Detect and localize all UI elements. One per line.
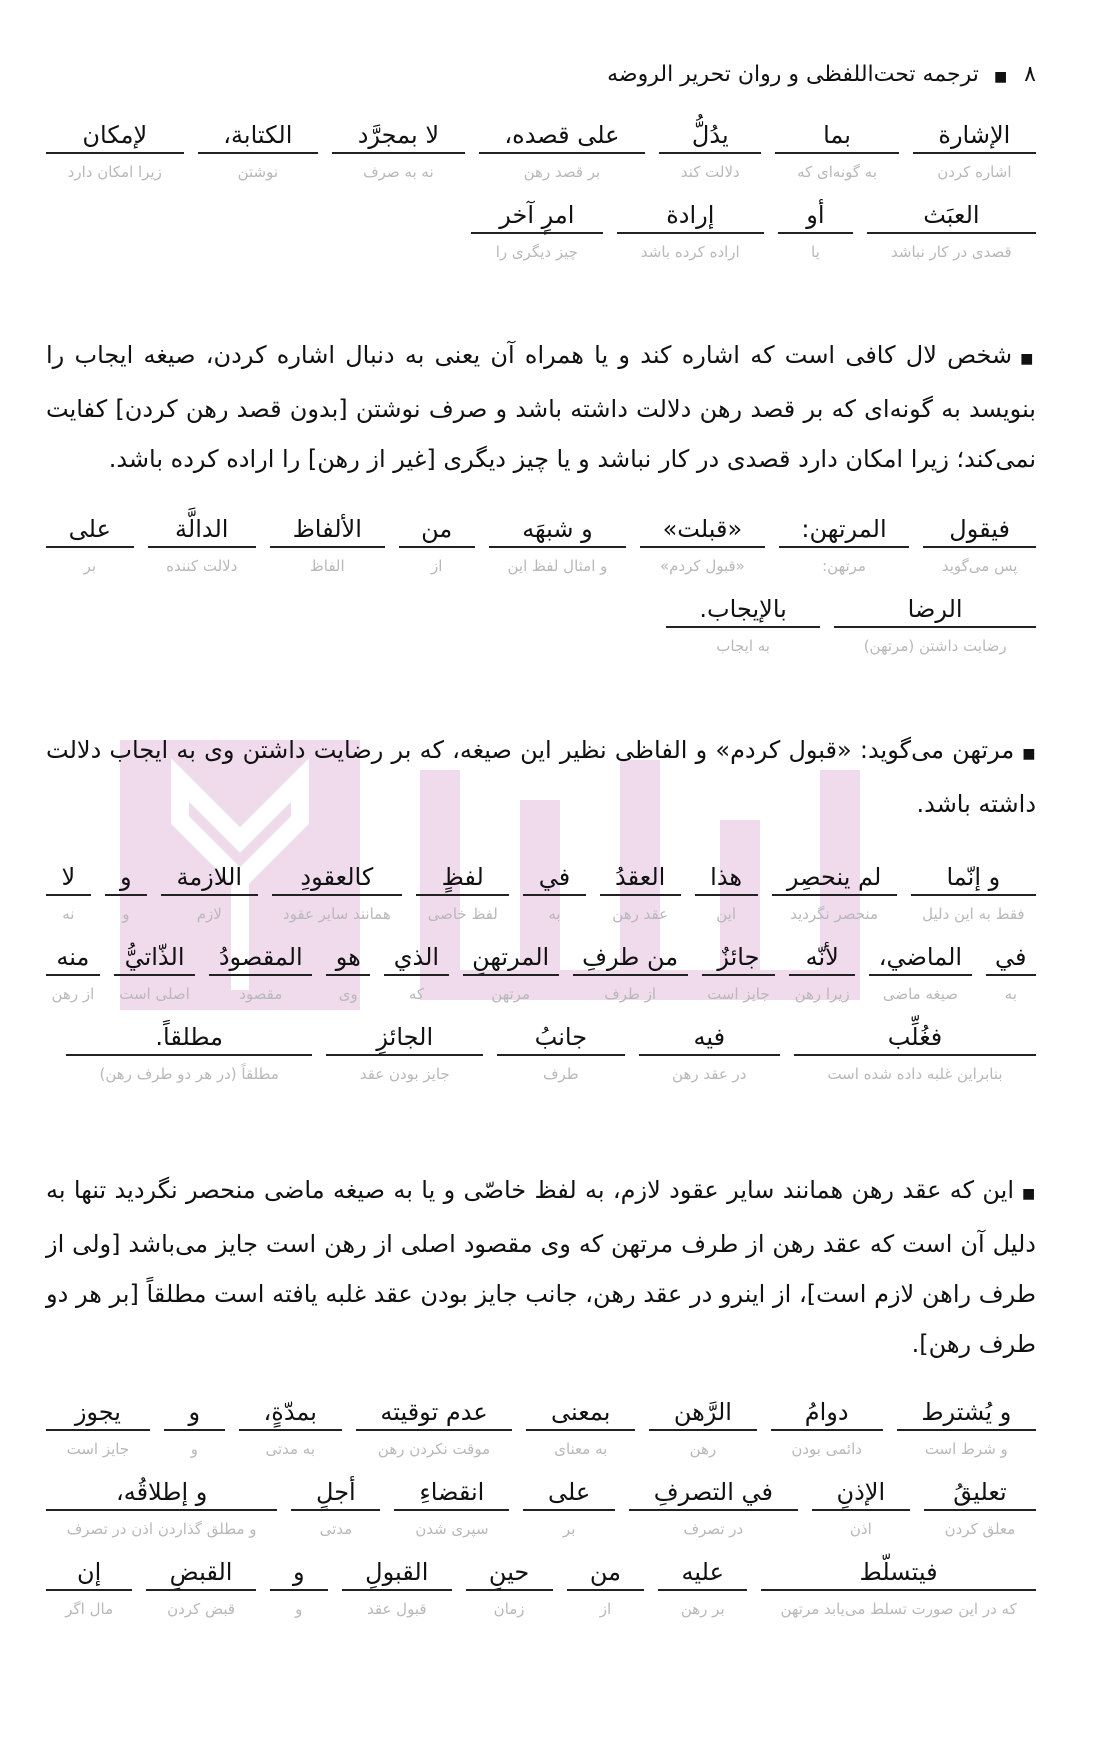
word-cell [384, 940, 448, 1012]
persian-gloss: لفظ خاصی [427, 905, 498, 923]
arabic-word: يجوز [74, 1398, 121, 1426]
arabic-word: فيتسلّط [859, 1558, 938, 1586]
arabic-word: اللازمة [176, 863, 243, 891]
paragraph-text: مرتهن می‌گوید: «قبول کردم» و الفاظی نظیر این صیغه، که بر رضایت داشتن وی به ایجاب دلالت داشته باشد. [46, 736, 1036, 818]
persian-gloss: و امثال لفظ این [507, 557, 608, 575]
page-header [607, 62, 1036, 87]
persian-gloss: به [1004, 985, 1017, 1003]
persian-gloss: دلالت کند [680, 163, 740, 181]
arabic-word: على [548, 1478, 591, 1506]
word-cell [778, 198, 853, 270]
word-cell [239, 1395, 342, 1467]
word-cell [164, 1395, 225, 1467]
arabic-word: المرتهن: [801, 515, 887, 543]
word-cell [834, 592, 1036, 664]
persian-gloss: قبض کردن [167, 1600, 236, 1618]
interlinear-row [46, 1555, 1036, 1627]
arabic-word: الدالَّة [175, 515, 229, 543]
persian-gloss: پس می‌گوید [941, 557, 1018, 575]
word-cell [105, 860, 147, 932]
word-cell [986, 940, 1036, 1012]
arabic-word: مطلقاً. [155, 1023, 223, 1051]
translation-paragraph-1 [46, 330, 1036, 484]
persian-gloss: و شرط است [924, 1440, 1008, 1458]
persian-gloss: دائمی بودن [791, 1440, 862, 1458]
arabic-word: من طرفِ [582, 943, 679, 971]
word-cell [640, 512, 765, 584]
word-cell [695, 860, 758, 932]
word-cell [161, 860, 257, 932]
persian-gloss: جایز بودن عقد [359, 1065, 450, 1083]
word-cell [629, 1475, 798, 1547]
word-cell [779, 512, 909, 584]
persian-gloss: مطلقاً (در هر دو طرف رهن) [99, 1065, 279, 1083]
word-cell [772, 860, 897, 932]
persian-gloss: از [431, 557, 443, 575]
persian-gloss: موقت نکردن رهن [377, 1440, 491, 1458]
paragraph-text: شخص لال کافی است که اشاره کند و یا همراه آن یعنی به دنبال اشاره کردن، صیغه ایجاب را بنویسد به گونه‌ای که بر قصد رهن دلالت داشته باشد و صرف نوشتن [بدون قصد رهن کردن] کفایت نمی‌کند؛ زیرا امکان دارد قصدی در کار نباشد و یا چیز دیگری [غیر از رهن] را اراده کرده باشد. [46, 341, 1036, 473]
persian-gloss: قبول عقد [367, 1600, 427, 1618]
persian-gloss: یا [811, 243, 820, 261]
arabic-word: لإمكان [82, 121, 148, 149]
persian-gloss: جایز است [66, 1440, 130, 1458]
arabic-word: الإشارة [938, 121, 1011, 149]
persian-gloss: اشاره کردن [937, 163, 1012, 181]
arabic-word: في [538, 863, 571, 891]
word-cell [46, 860, 91, 932]
persian-gloss: و [122, 905, 130, 923]
persian-gloss: نه [62, 905, 75, 923]
persian-gloss: منحصر نگردید [790, 905, 878, 923]
word-cell [911, 860, 1036, 932]
word-cell [342, 1555, 452, 1627]
interlinear-block-4 [46, 1395, 1036, 1635]
word-cell [659, 118, 761, 190]
word-cell [46, 1475, 277, 1547]
persian-gloss: بر قصد رهن [523, 163, 601, 181]
persian-gloss: در تصرف [683, 1520, 744, 1538]
bullet-icon: ■ [993, 69, 1008, 85]
persian-gloss: از طرف [604, 985, 657, 1003]
arabic-word: الكتابة، [223, 121, 293, 149]
word-cell [466, 1555, 553, 1627]
arabic-word: عليه [681, 1558, 724, 1586]
arabic-word: لا [61, 863, 76, 891]
persian-gloss: از [599, 1600, 612, 1618]
bullet-icon: ■ [1022, 1186, 1036, 1202]
arabic-word: المقصودُ [218, 943, 303, 971]
arabic-word: جانبُ [534, 1023, 588, 1051]
word-cell [523, 1475, 615, 1547]
interlinear-row [46, 860, 1036, 932]
interlinear-row [46, 1475, 1036, 1547]
persian-gloss: دلالت کننده [166, 557, 238, 575]
word-cell [270, 512, 385, 584]
arabic-word: و إنّما [946, 863, 1001, 891]
arabic-word: و [293, 1558, 305, 1586]
arabic-word: بمدّةٍ، [263, 1398, 317, 1426]
translation-paragraph-2 [46, 725, 1036, 829]
word-cell [789, 940, 855, 1012]
persian-gloss: زیرا امکان دارد [67, 163, 162, 181]
word-cell [649, 1395, 757, 1467]
interlinear-row [471, 198, 1036, 270]
arabic-word: من [589, 1558, 621, 1586]
word-cell [869, 940, 971, 1012]
arabic-word: كالعقودِ [300, 863, 374, 891]
arabic-word: منه [56, 943, 90, 971]
arabic-word: أو [806, 201, 825, 229]
interlinear-row [46, 118, 1036, 190]
word-cell [567, 1555, 645, 1627]
arabic-word: فغُلِّب [887, 1023, 943, 1051]
arabic-word: الجائزِ [376, 1023, 434, 1051]
word-cell [761, 1555, 1036, 1627]
persian-gloss: رضایت داشتن (مرتهن) [863, 637, 1007, 655]
arabic-word: دوامُ [804, 1398, 849, 1426]
word-cell [46, 1395, 150, 1467]
persian-gloss: نه به صرف [363, 163, 434, 181]
arabic-word: الإذنِ [836, 1478, 886, 1506]
word-cell [913, 118, 1036, 190]
persian-gloss: اصلی است [119, 985, 190, 1003]
persian-gloss: مقصود [239, 985, 283, 1003]
arabic-word: و يُشترط [921, 1398, 1012, 1426]
arabic-word: الألفاظ [292, 515, 362, 543]
word-cell [463, 940, 559, 1012]
arabic-word: انقضاءِ [419, 1478, 485, 1506]
word-cell [399, 512, 475, 584]
persian-gloss: بر رهن [680, 1600, 725, 1618]
word-cell [897, 1395, 1036, 1467]
persian-gloss: به معنای [554, 1440, 608, 1458]
arabic-word: القبولِ [365, 1558, 429, 1586]
word-cell [775, 118, 898, 190]
persian-gloss: در عقد رهن [672, 1065, 747, 1083]
arabic-word: و إطلاقُه، [115, 1478, 208, 1506]
word-cell [46, 1555, 132, 1627]
word-cell [771, 1395, 883, 1467]
arabic-word: في [995, 943, 1027, 971]
word-cell [146, 1555, 255, 1627]
persian-gloss: همانند سایر عقود [282, 905, 391, 923]
interlinear-row [666, 592, 1036, 664]
word-cell [639, 1020, 780, 1092]
word-cell [702, 940, 776, 1012]
persian-gloss: بر [562, 1520, 576, 1538]
arabic-word: من [421, 515, 453, 543]
word-cell [658, 1555, 747, 1627]
arabic-word: إن [77, 1558, 102, 1586]
persian-gloss: این [716, 905, 736, 923]
persian-gloss: بر [83, 557, 97, 575]
persian-gloss: مرتهن [491, 985, 531, 1003]
arabic-word: أجلٍ [316, 1478, 356, 1506]
word-cell [148, 512, 256, 584]
arabic-word: يدُلُّ [691, 121, 729, 149]
arabic-word: و [120, 863, 132, 891]
word-cell [46, 118, 184, 190]
persian-gloss: معلق کردن [944, 1520, 1016, 1538]
arabic-word: «قبلت» [662, 515, 743, 543]
word-cell [526, 1395, 635, 1467]
persian-gloss: لازم [196, 905, 222, 923]
persian-gloss: قصدی در کار نباشد [891, 243, 1012, 261]
arabic-word: امرٍ آخر [499, 201, 575, 229]
word-cell [46, 940, 100, 1012]
persian-gloss: به مدتی [265, 1440, 316, 1458]
arabic-word: العبَث [923, 201, 980, 229]
persian-gloss: مرتهن: [822, 557, 866, 575]
word-cell [272, 860, 403, 932]
persian-gloss: به گونه‌ای که [797, 163, 878, 181]
persian-gloss: که در این صورت تسلط می‌یابد مرتهن [780, 1600, 1017, 1618]
arabic-word: حينِ [488, 1558, 530, 1586]
interlinear-row [66, 1020, 1036, 1092]
persian-gloss: مدتی [319, 1520, 353, 1538]
word-cell [209, 940, 312, 1012]
persian-gloss: نوشتن [237, 163, 279, 181]
word-cell [666, 592, 820, 664]
interlinear-block-1 [46, 118, 1036, 278]
arabic-word: لم ينحصِر [786, 863, 882, 891]
word-cell [356, 1395, 513, 1467]
running-title: ترجمه تحت‌اللفظی و روان تحریر الروضه [607, 62, 979, 87]
persian-gloss: که [408, 985, 424, 1003]
page-number: ۸ [1024, 62, 1036, 87]
arabic-word: لا بمجرَّد [357, 121, 440, 149]
word-cell [479, 118, 645, 190]
arabic-word: هذا [710, 863, 743, 891]
arabic-word: الذّاتيُّ [124, 943, 185, 971]
arabic-word: هو [335, 943, 361, 971]
arabic-word: بالإيجاب. [699, 595, 787, 623]
word-cell [523, 860, 585, 932]
paragraph-text: این که عقد رهن همانند سایر عقود لازم، به لفظ خاصّی و یا به صیغه ماضی منحصر نگردید تنها به دلیل آن است که عقد رهن از طرف مرتهن که وی مقصود اصلی از رهن است جایز می‌باشد [ولی از طرف راهن لازم است]، از اینرو در عقد رهن، جانب جایز بودن عقد غلبه یافته است مطلقاً [بر هر دو طرف رهن]. [46, 1176, 1036, 1358]
word-cell [600, 860, 681, 932]
arabic-word: لأنّه [805, 943, 839, 971]
persian-gloss: اذن [849, 1520, 872, 1538]
word-cell [394, 1475, 509, 1547]
bullet-icon: ■ [1020, 351, 1036, 367]
persian-gloss: و [190, 1440, 198, 1458]
arabic-word: جائزٌ [717, 943, 760, 971]
word-cell [794, 1020, 1036, 1092]
persian-gloss: سپری شدن [415, 1520, 489, 1538]
word-cell [291, 1475, 380, 1547]
interlinear-row [46, 512, 1036, 584]
word-cell [198, 118, 318, 190]
word-cell [497, 1020, 624, 1092]
persian-gloss: بنابراین غلبه داده شده است [827, 1065, 1003, 1083]
arabic-word: العقدُ [615, 863, 666, 891]
arabic-word: القبضِ [169, 1558, 233, 1586]
persian-gloss: عقد رهن [612, 905, 669, 923]
interlinear-block-2 [46, 512, 1036, 672]
persian-gloss: زیرا رهن [794, 985, 850, 1003]
arabic-word: فيه [693, 1023, 726, 1051]
persian-gloss: مال اگر [65, 1600, 114, 1618]
interlinear-row [46, 940, 1036, 1012]
persian-gloss: وی [338, 985, 358, 1003]
persian-gloss: و مطلق گذاردن اذن در تصرف [66, 1520, 257, 1538]
word-cell [489, 512, 626, 584]
arabic-word: عدم توقيته [380, 1398, 488, 1426]
word-cell [923, 512, 1036, 584]
arabic-word: الماضي، [878, 943, 963, 971]
persian-gloss: چیز دیگری را [495, 243, 578, 261]
interlinear-row [46, 1395, 1036, 1467]
word-cell [471, 198, 603, 270]
arabic-word: الذي [393, 943, 440, 971]
arabic-word: على قصده، [504, 121, 620, 149]
arabic-word: المرتهنِ [472, 943, 550, 971]
persian-gloss: اراده کرده باشد [640, 243, 740, 261]
word-cell [46, 512, 134, 584]
arabic-word: فيقول [949, 515, 1010, 543]
word-cell [573, 940, 688, 1012]
interlinear-block-3 [46, 860, 1036, 1100]
word-cell [924, 1475, 1036, 1547]
persian-gloss: «قبول کردم» [659, 557, 745, 575]
persian-gloss: به [548, 905, 561, 923]
persian-gloss: طرف [542, 1065, 579, 1083]
word-cell [114, 940, 196, 1012]
persian-gloss: جایز است [707, 985, 770, 1003]
word-cell [867, 198, 1036, 270]
persian-gloss: از رهن [51, 985, 95, 1003]
arabic-word: بما [823, 121, 851, 149]
word-cell [812, 1475, 910, 1547]
arabic-word: تعليقُ [953, 1478, 1007, 1506]
word-cell [66, 1020, 312, 1092]
word-cell [326, 1020, 483, 1092]
word-cell [617, 198, 764, 270]
persian-gloss: و [295, 1600, 303, 1618]
word-cell [270, 1555, 328, 1627]
arabic-word: في التصرفِ [653, 1478, 774, 1506]
translation-paragraph-3 [46, 1165, 1036, 1369]
persian-gloss: رهن [689, 1440, 717, 1458]
arabic-word: و شبهَه [522, 515, 593, 543]
word-cell [332, 118, 465, 190]
bullet-icon: ■ [1022, 746, 1036, 762]
arabic-word: الرَّهن [673, 1398, 732, 1426]
persian-gloss: زمان [493, 1600, 525, 1618]
persian-gloss: الفاظ [309, 557, 345, 575]
word-cell [326, 940, 370, 1012]
arabic-word: إرادة [666, 201, 715, 229]
arabic-word: و [188, 1398, 201, 1426]
persian-gloss: فقط به این دلیل [922, 905, 1025, 923]
arabic-word: على [68, 515, 111, 543]
arabic-word: لفظٍ [441, 863, 484, 891]
persian-gloss: به ایجاب [716, 637, 770, 655]
word-cell [416, 860, 509, 932]
persian-gloss: صیغه ماضی [882, 985, 958, 1003]
arabic-word: الرضا [907, 595, 963, 623]
arabic-word: بمعنى [551, 1398, 611, 1426]
